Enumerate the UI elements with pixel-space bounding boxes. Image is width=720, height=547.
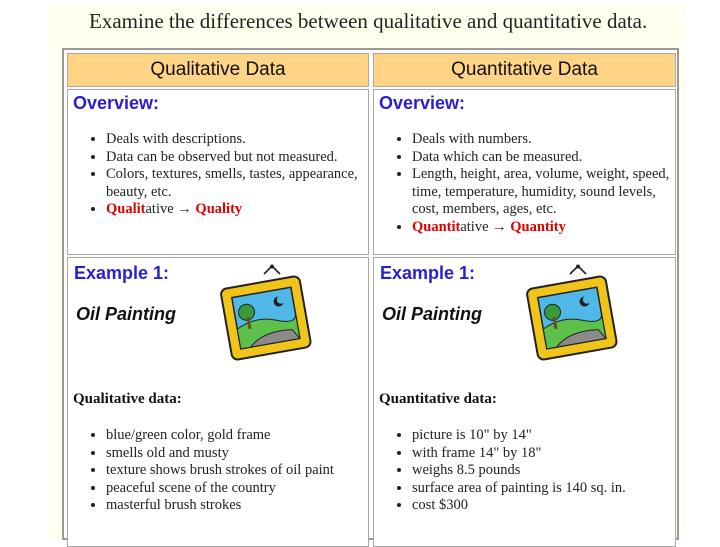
framed-painting-icon [522, 264, 622, 364]
derivation-item [106, 201, 368, 219]
overview-list [90, 131, 368, 219]
list-item: • cost $300 [412, 497, 626, 515]
derivation-item [412, 219, 671, 237]
overview-list [396, 131, 675, 236]
data-list [90, 427, 334, 515]
derivation-root: Quantit [412, 218, 461, 235]
data-label: Quantitative data: [379, 391, 497, 407]
example-title: Example 1: [380, 263, 476, 283]
derivation-word: Quality [195, 201, 243, 217]
example-name: Oil Painting [382, 304, 483, 324]
comparison-table [62, 48, 679, 540]
list-item: • Deals with descriptions. [106, 131, 368, 149]
qualitative-overview-cell [67, 89, 369, 255]
list-item: • weighs 8.5 pounds [412, 462, 626, 480]
list-item: • picture is 10" by 14" [412, 427, 626, 445]
overview-title: Overview: [73, 93, 160, 113]
list-item: • masterful brush strokes [106, 497, 334, 515]
quantitative-example-cell [373, 257, 676, 547]
list-item: • surface area of painting is 140 sq. in. [412, 480, 626, 498]
quantitative-header: Quantitative Data [373, 53, 676, 87]
list-item: • with frame 14" by 18" [412, 445, 626, 463]
example-name: Oil Painting [76, 304, 177, 324]
list-item: • Colors, textures, smells, tastes, appearance, beauty, etc. [106, 166, 368, 201]
example-title: Example 1: [74, 263, 170, 283]
data-list [396, 427, 626, 515]
list-item: • Data which can be measured. [412, 149, 671, 167]
qualitative-header: Qualitative Data [67, 53, 369, 87]
page-title: Examine the differences between qualitative and quantitative data. [89, 9, 648, 33]
framed-painting-icon [216, 264, 316, 364]
derivation-word: Quantity [510, 218, 566, 235]
overview-title: Overview: [379, 93, 466, 113]
list-item: • texture shows brush strokes of oil paint [106, 462, 334, 480]
quantitative-overview-cell [373, 89, 676, 255]
list-item: • Length, height, area, volume, weight, speed, time, temperature, humidity, sound levels, cost, members, ages, etc. [412, 166, 671, 219]
qualitative-example-cell [67, 257, 369, 547]
list-item: • Deals with numbers. [412, 131, 671, 149]
list-item: • smells old and musty [106, 445, 334, 463]
list-item: • Data can be observed but not measured. [106, 149, 368, 167]
data-label: Qualitative data: [73, 391, 182, 407]
derivation-arrow-text: ative → [460, 218, 511, 235]
list-item: • blue/green color, gold frame [106, 427, 334, 445]
list-item: • peaceful scene of the country [106, 480, 334, 498]
derivation-root: Qualit [106, 201, 146, 217]
derivation-arrow-text: ative → [145, 201, 196, 217]
